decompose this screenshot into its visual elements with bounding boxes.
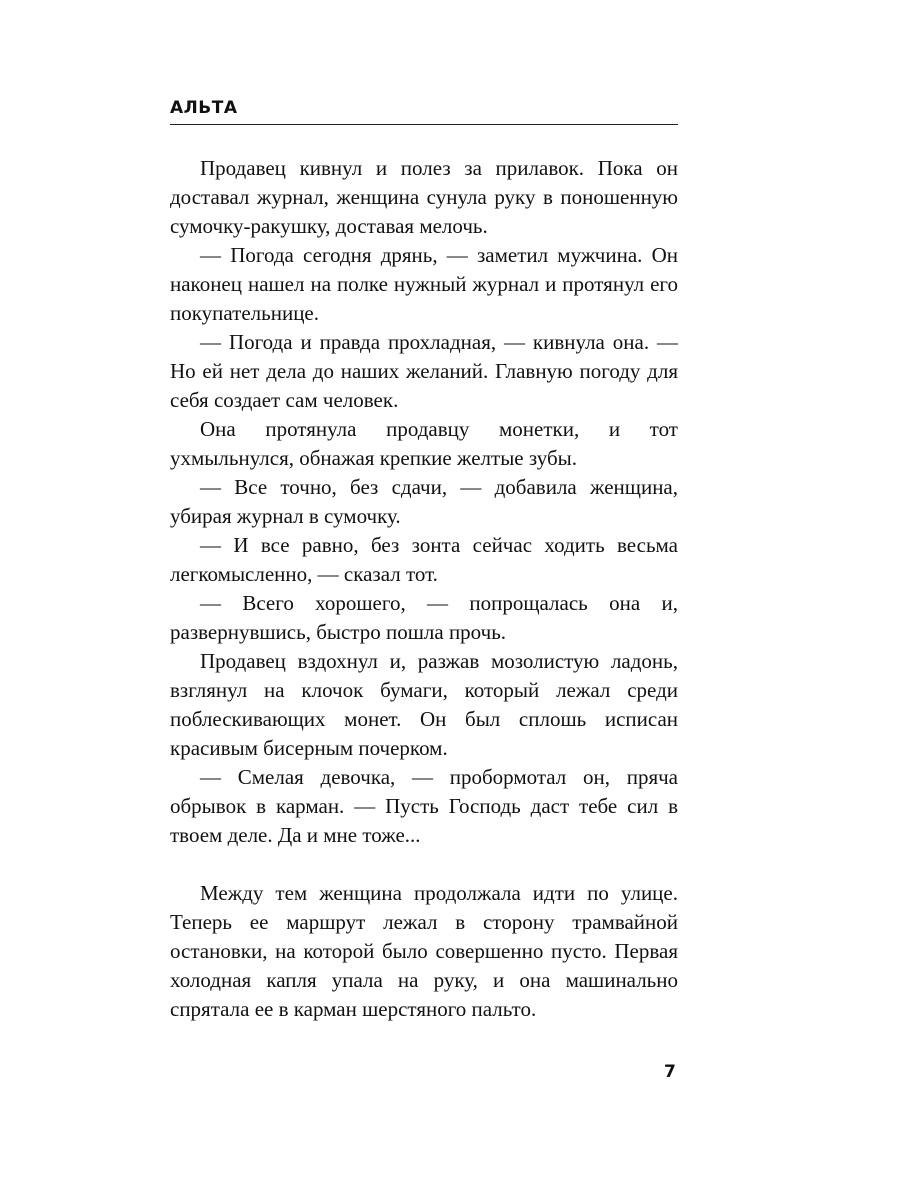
paragraph: — Погода сегодня дрянь, — заметил мужчина. Он наконец нашел на полке нужный журнал и протянул его покупательнице. <box>170 243 678 325</box>
running-header: АЛЬТА <box>170 98 238 118</box>
paragraph: Между тем женщина продолжала идти по улице. Теперь ее маршрут лежал в сторону трамвайной остановки, на которой было совершенно пусто. Первая холодная капля упала на руку, и она машинально спрятала ее в карман шерстяного пальто. <box>170 881 678 1021</box>
paragraph: Она протянула продавцу монетки, и тот ухмыльнулся, обнажая крепкие желтые зубы. <box>170 417 678 470</box>
header-rule <box>170 124 678 125</box>
paragraph: — Все точно, без сдачи, — добавила женщина, убирая журнал в сумочку. <box>170 475 678 528</box>
paragraph: — Погода и правда прохладная, — кивнула она. — Но ей нет дела до наших желаний. Главную погоду для себя создает сам человек. <box>170 330 678 412</box>
page-number: 7 <box>664 1062 676 1082</box>
paragraph: Продавец вздохнул и, разжав мозолистую ладонь, взглянул на клочок бумаги, который лежал среди поблескивающих монет. Он был сплошь исписан красивым бисерным почерком. <box>170 649 678 760</box>
paragraph: — И все равно, без зонта сейчас ходить весьма легкомысленно, — сказал тот. <box>170 533 678 586</box>
paragraph: — Смелая девочка, — пробормотал он, пряча обрывок в карман. — Пусть Господь даст тебе сил в твоем деле. Да и мне тоже... <box>170 765 678 847</box>
paragraph: — Всего хорошего, — попрощалась она и, развернувшись, быстро пошла прочь. <box>170 591 678 644</box>
paragraph: Продавец кивнул и полез за прилавок. Пока он доставал журнал, женщина сунула руку в поношенную сумочку-ракушку, доставая мелочь. <box>170 156 678 238</box>
body-text <box>170 154 678 1024</box>
